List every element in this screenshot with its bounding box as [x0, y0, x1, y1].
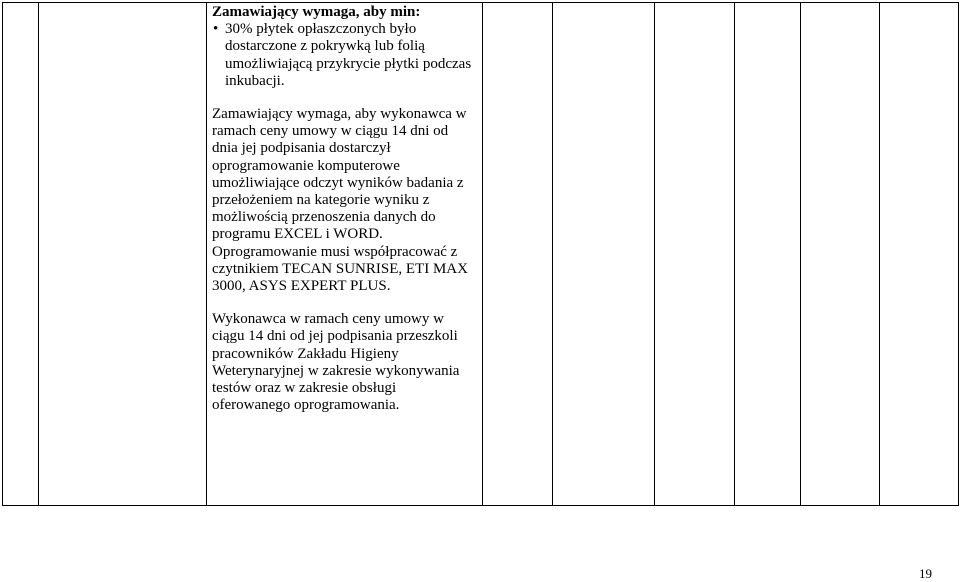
- requirements-bullet-list: [212, 21, 477, 90]
- table-cell-price: [655, 3, 735, 506]
- table-row: [3, 3, 959, 506]
- table-cell-value: [801, 3, 880, 506]
- table-cell-quantity: [553, 3, 655, 506]
- software-requirement-paragraph: Zamawiający wymaga, aby wykonawca w ramach ceny umowy w ciągu 14 dni od dnia jej podpisania dostarczył oprogramowanie komputerowe umożliwiające odczyt wyników badania z przełożeniem na kategorie wyniku z możliwością przenoszenia danych do programu EXCEL i WORD. Oprogramowanie musi współpracować z czytnikiem TECAN SUNRISE, ETI MAX 3000, ASYS EXPERT PLUS.: [212, 106, 468, 295]
- table-cell-requirements: [207, 3, 483, 506]
- table-cell-vat: [735, 3, 801, 506]
- training-requirement-paragraph: Wykonawca w ramach ceny umowy w ciągu 14 dni od jej podpisania przeszkoli pracowników Zakładu Higieny Weterynaryjnej w zakresie wykonywania testów oraz w zakresie obsługi oferowanego oprogramowania.: [212, 311, 460, 414]
- bullet-icon: •: [213, 21, 219, 38]
- table-cell-index: [3, 3, 39, 506]
- table-cell-name: [39, 3, 207, 506]
- specification-table: [2, 2, 959, 506]
- page-number: 19: [919, 566, 932, 581]
- requirements-text: [207, 3, 482, 414]
- bullet-text: 30% płytek opłaszczonych było dostarczone z pokrywką lub folią umożliwiającą przykrycie płytki podczas inkubacji.: [225, 21, 472, 89]
- table-cell-unit: [483, 3, 553, 506]
- table-cell-extra: [880, 3, 959, 506]
- list-item: [213, 21, 477, 90]
- requirements-title: Zamawiający wymaga, aby min:: [212, 4, 421, 20]
